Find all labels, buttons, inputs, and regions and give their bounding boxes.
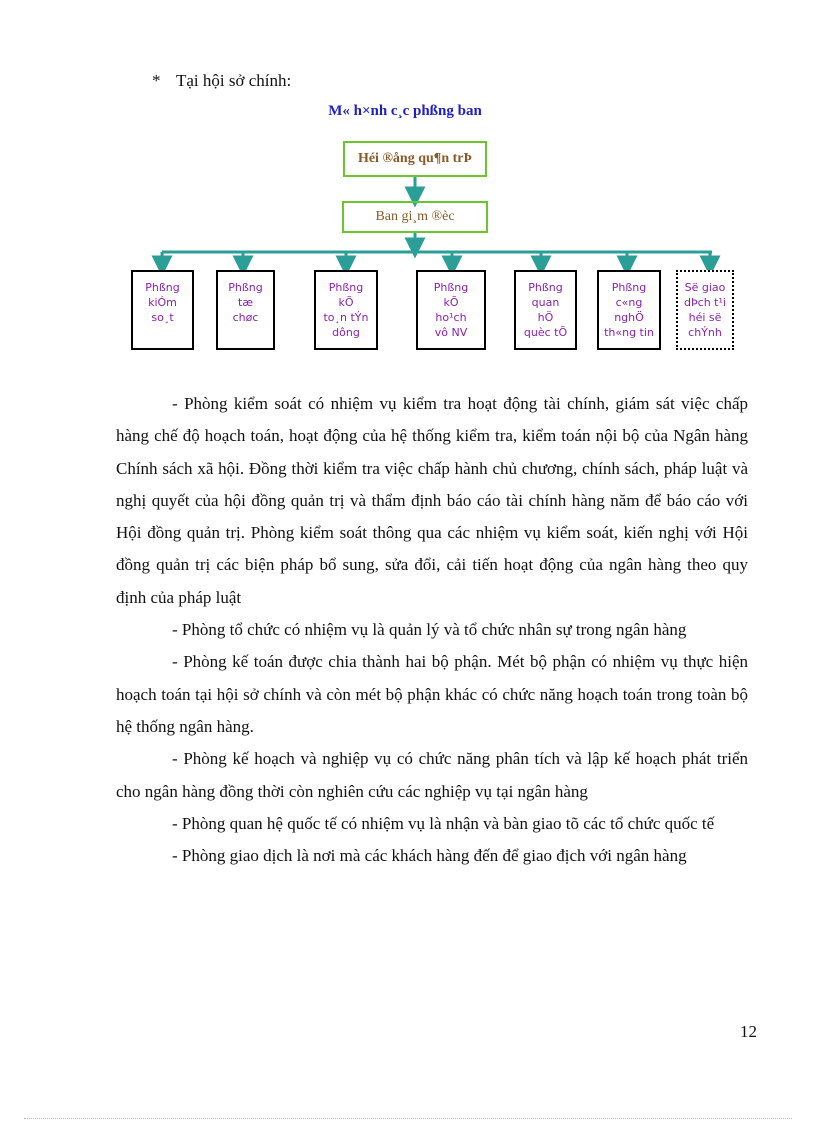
section-heading-text: Tại hội sở chính: [176, 71, 292, 90]
paragraph-organization-dept: - Phòng tổ chức có nhiệm vụ là quản lý và tổ chức nhân sự trong ngân hàng [172, 620, 687, 640]
board-of-directors-box: Héi ®ång qu¶n trÞ [343, 141, 487, 177]
paragraph-international-dept: - Phòng quan hệ quốc tế có nhiệm vụ là nhận và bàn giao tõ các tổ chức quốc tế [172, 813, 715, 833]
body-text [116, 388, 748, 872]
management-box: Ban gi¸m ®èc [342, 201, 488, 233]
dept-box-accounting-credit: Phßng kÕ to¸n tÝn dông [314, 270, 378, 350]
paragraph-control-dept: - Phòng kiểm soát có nhiệm vụ kiểm tra hoạt động tài chính, giám sát việc chấp hàng chế độ hoạch toán, hoạt động của hệ thống kiểm tra, kiểm toán nội bộ của Ngân hàng Chính sách xã hội. Đồng thời kiểm tra việc chấp hành chủ chương, chính sách, pháp luật và nghị quyết của hội đồng quản trị và thẩm định báo cáo tài chính hàng năm để báo cáo với Hội đồng quản trị. Phòng kiểm soát thông qua các nhiệm vụ kiểm soát, kiến nghị với Hội đồng quản trị các biện pháp bổ sung, sửa đổi, cải tiến hoạt động của ngân hàng theo quy định của pháp luật [116, 394, 748, 607]
paragraph-accounting-dept: - Phòng kế toán được chia thành hai bộ phận. Mét bộ phận có nhiệm vụ thực hiện hoạch toán tại hội sở chính và còn mét bộ phận khác có chức năng hoạch toán trong toàn bộ hệ thống ngân hàng. [116, 652, 748, 736]
page-bottom-rule [24, 1118, 792, 1119]
dept-box-international: Phßng quan hÖ quèc tÕ [514, 270, 577, 350]
dept-box-transaction-office: Së giao dÞch t¹i héi së chÝnh [676, 270, 734, 350]
dept-box-organization: Phßng tæ chøc [216, 270, 275, 350]
dept-box-it: Phßng c«ng nghÖ th«ng tin [597, 270, 661, 350]
org-chart [0, 0, 816, 380]
dept-box-planning: Phßng kÕ ho¹ch vô NV [416, 270, 486, 350]
page-number: 12 [740, 1022, 757, 1041]
paragraph-transaction-dept: - Phòng giao dịch là nơi mà các khách hàng đến để giao địch với ngân hàng [172, 846, 687, 866]
org-chart-title: M« h×nh c¸c phßng ban [328, 103, 482, 119]
bullet-mark: * [152, 71, 161, 90]
dept-box-control: Phßng kiÓm so¸t [131, 270, 194, 350]
paragraph-planning-dept: - Phòng kế hoạch và nghiệp vụ có chức năng phân tích và lập kế hoạch phát triển cho ngân hàng đồng thời còn nghiên cứu các nghiệp vụ tại ngân hàng [116, 749, 748, 801]
